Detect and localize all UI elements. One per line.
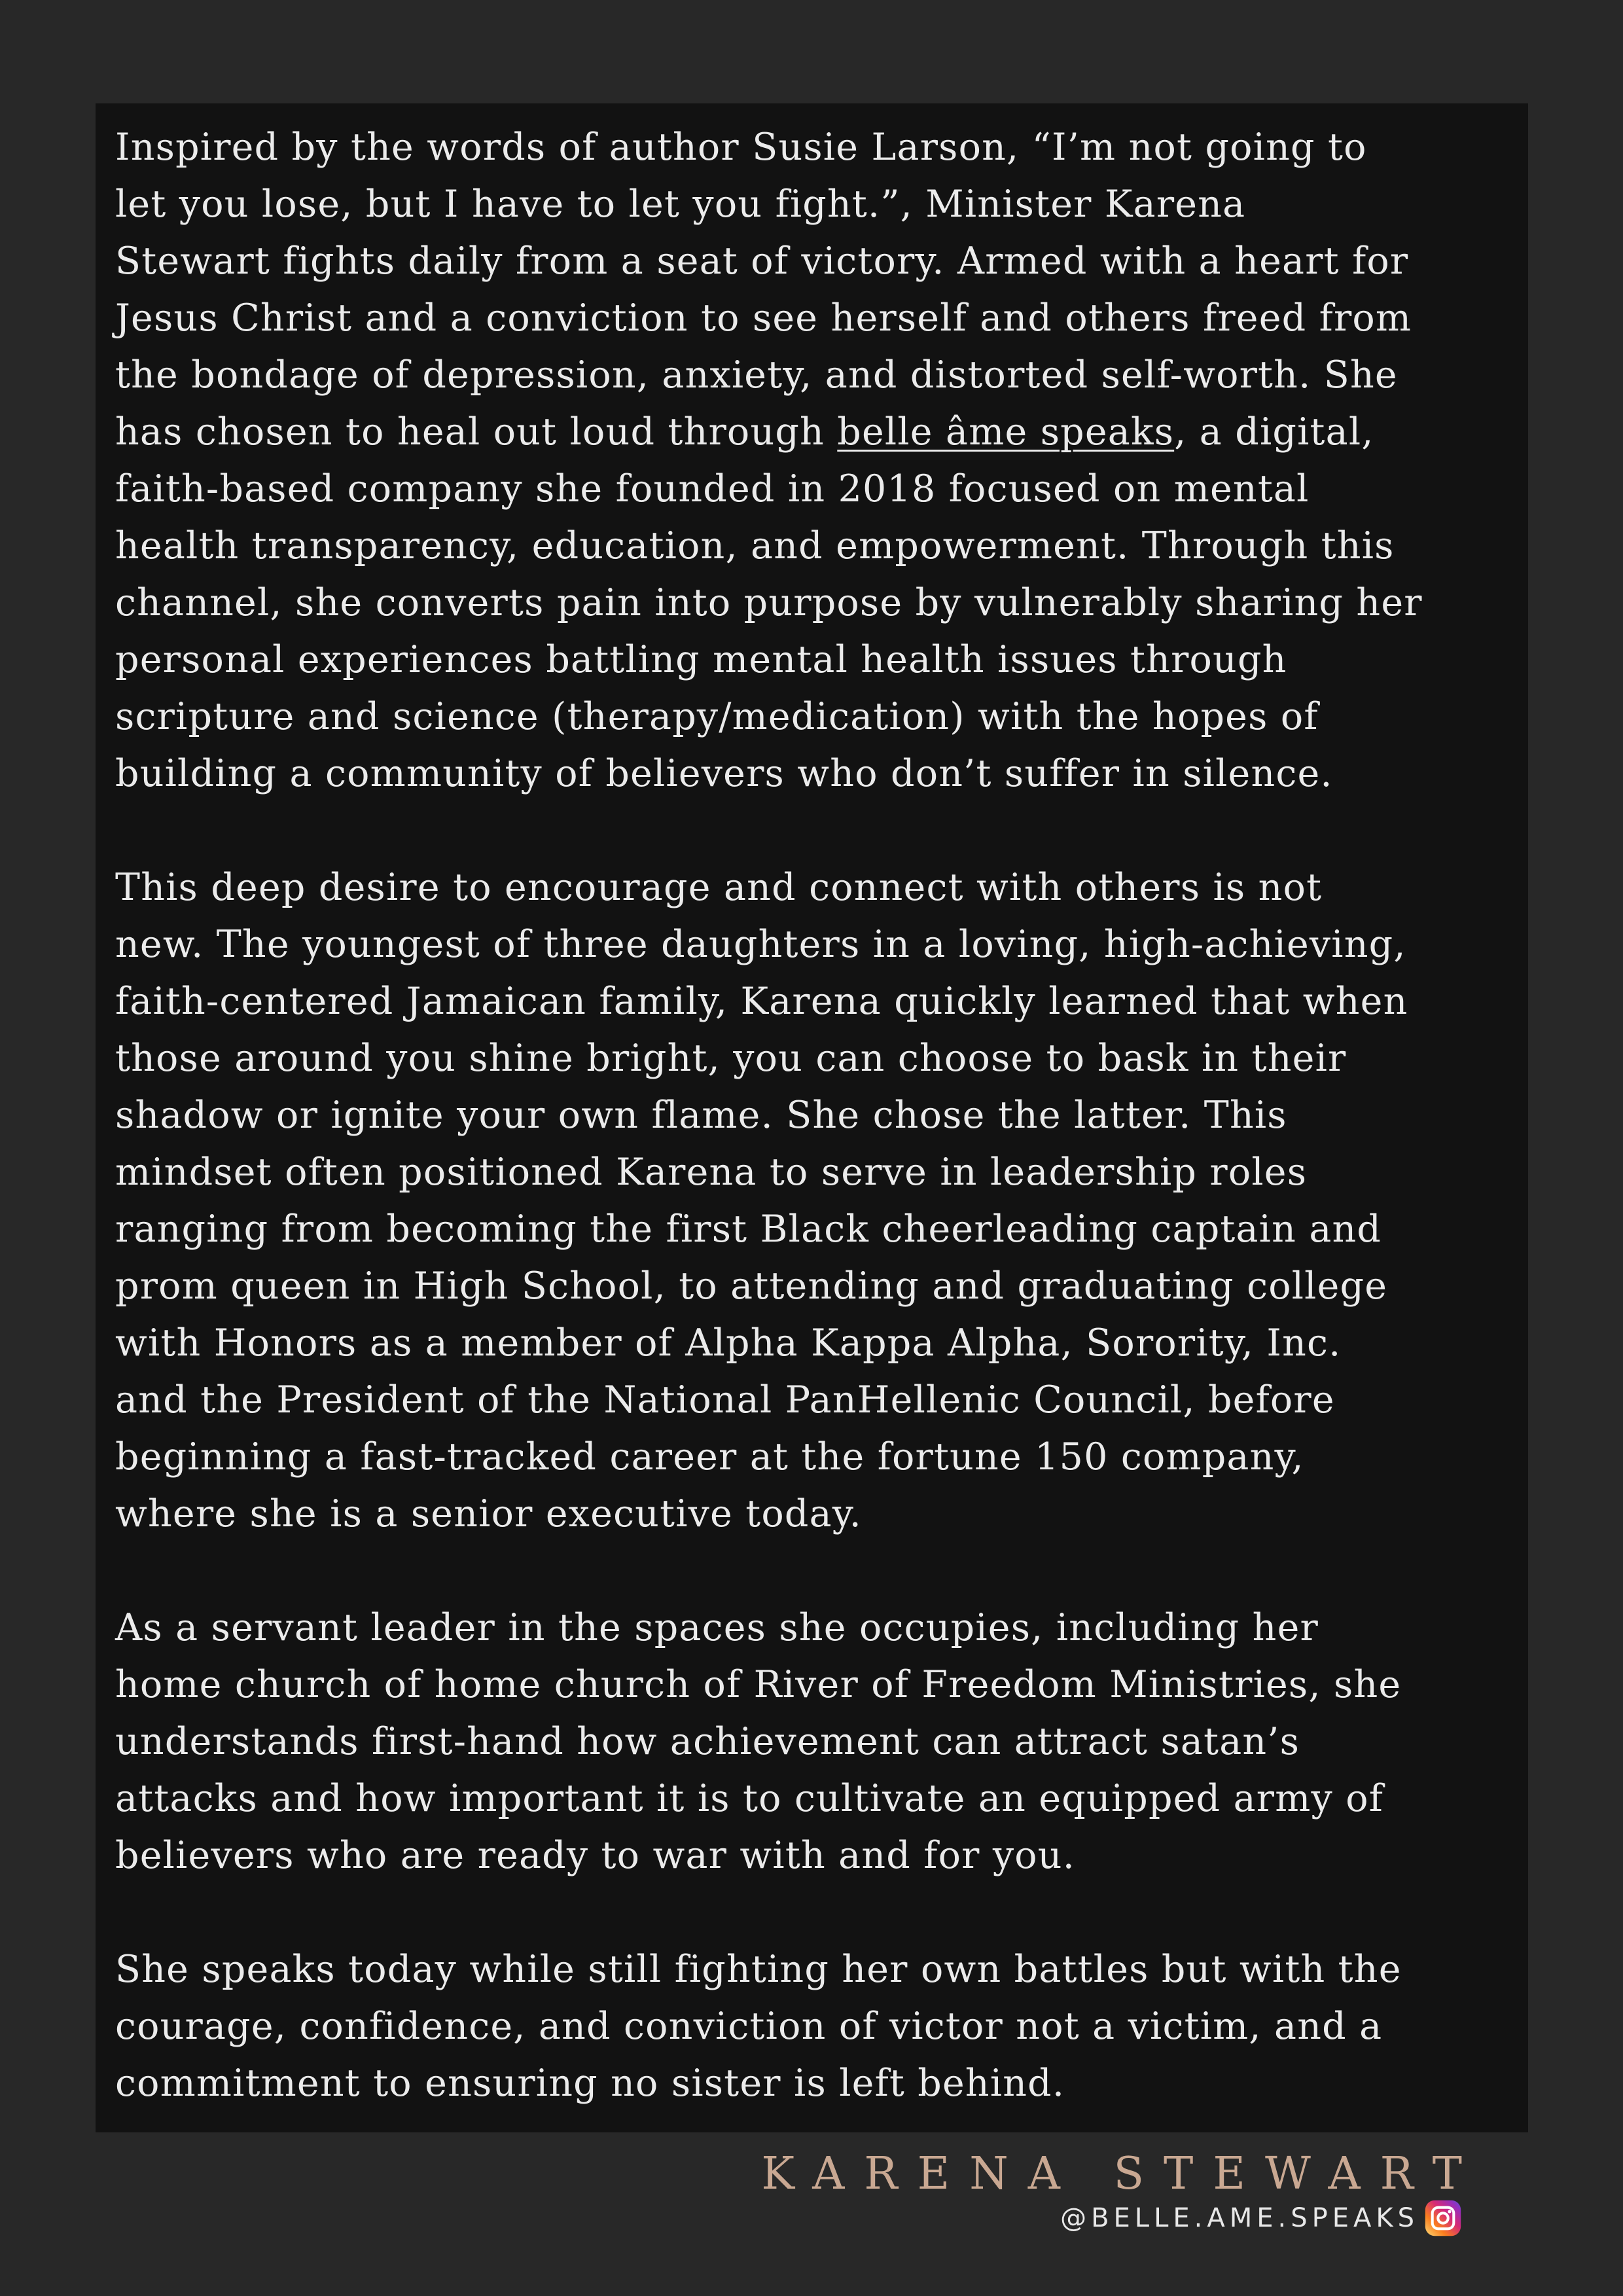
text-line: She speaks today while still fighting her own battles but with the: [115, 1948, 1402, 1991]
instagram-handle[interactable]: @BELLE.AME.SPEAKS: [1060, 2203, 1419, 2233]
bio-panel: [96, 103, 1528, 2132]
author-name: KARENA STEWART: [761, 2148, 1482, 2200]
text-line: channel, she converts pain into purpose by vulnerably sharing her: [115, 581, 1423, 624]
text-line: believers who are ready to war with and for you.: [115, 1834, 1076, 1877]
text-line: ranging from becoming the first Black cheerleading captain and: [115, 1208, 1382, 1251]
text-line: This deep desire to encourage and connect with others is not: [115, 866, 1323, 909]
text-line: Stewart fights daily from a seat of victory. Armed with a heart for: [115, 240, 1409, 283]
text-line: let you lose, but I have to let you fight.”, Minister Karena: [115, 183, 1246, 226]
link-line-prefix: has chosen to heal out loud through: [115, 410, 838, 454]
text-line: commitment to ensuring no sister is left behind.: [115, 2062, 1065, 2105]
social-handle-row[interactable]: [1060, 2199, 1462, 2237]
text-line: where she is a senior executive today.: [115, 1492, 862, 1535]
text-line: the bondage of depression, anxiety, and distorted self-worth. She: [115, 353, 1398, 397]
text-line: scripture and science (therapy/medication) with the hopes of: [115, 695, 1319, 738]
text-line: faith-centered Jamaican family, Karena quickly learned that when: [115, 980, 1408, 1023]
bio-paragraph-1: [115, 119, 1508, 802]
text-line: prom queen in High School, to attending and graduating college: [115, 1265, 1388, 1308]
text-line: Inspired by the words of author Susie Larson, “I’m not going to: [115, 126, 1367, 169]
text-line: those around you shine bright, you can choose to bask in their: [115, 1037, 1347, 1080]
text-line: attacks and how important it is to cultivate an equipped army of: [115, 1777, 1384, 1820]
instagram-icon[interactable]: [1424, 2199, 1462, 2237]
text-line: building a community of believers who don’t suffer in silence.: [115, 752, 1333, 795]
text-line: understands first-hand how achievement can attract satan’s: [115, 1720, 1300, 1763]
text-line: As a servant leader in the spaces she occupies, including her: [115, 1606, 1319, 1649]
bio-paragraph-4: [115, 1941, 1508, 2112]
text-line: mindset often positioned Karena to serve in leadership roles: [115, 1151, 1308, 1194]
text-line: with Honors as a member of Alpha Kappa Alpha, Sorority, Inc.: [115, 1321, 1342, 1365]
text-line: Jesus Christ and a conviction to see herself and others freed from: [115, 296, 1412, 340]
text-line: shadow or ignite your own flame. She chose the latter. This: [115, 1094, 1287, 1137]
text-line: beginning a fast-tracked career at the fortune 150 company,: [115, 1435, 1304, 1479]
text-line: and the President of the National PanHellenic Council, before: [115, 1378, 1335, 1422]
link-line-suffix: , a digital,: [1174, 410, 1374, 454]
text-line: health transparency, education, and empowerment. Through this: [115, 524, 1395, 567]
text-line: home church of home church of River of Freedom Ministries, she: [115, 1663, 1402, 1706]
text-line: new. The youngest of three daughters in a loving, high-achieving,: [115, 923, 1406, 966]
text-line: personal experiences battling mental health issues through: [115, 638, 1287, 681]
bio-paragraph-2: [115, 859, 1508, 1543]
text-line: faith-based company she founded in 2018 focused on mental: [115, 467, 1310, 511]
bio-paragraph-3: [115, 1600, 1508, 1884]
text-line-with-link: [115, 404, 1508, 461]
text-line: courage, confidence, and conviction of victor not a victim, and a: [115, 2005, 1383, 2048]
belle-ame-speaks-link[interactable]: belle âme speaks: [837, 410, 1175, 454]
